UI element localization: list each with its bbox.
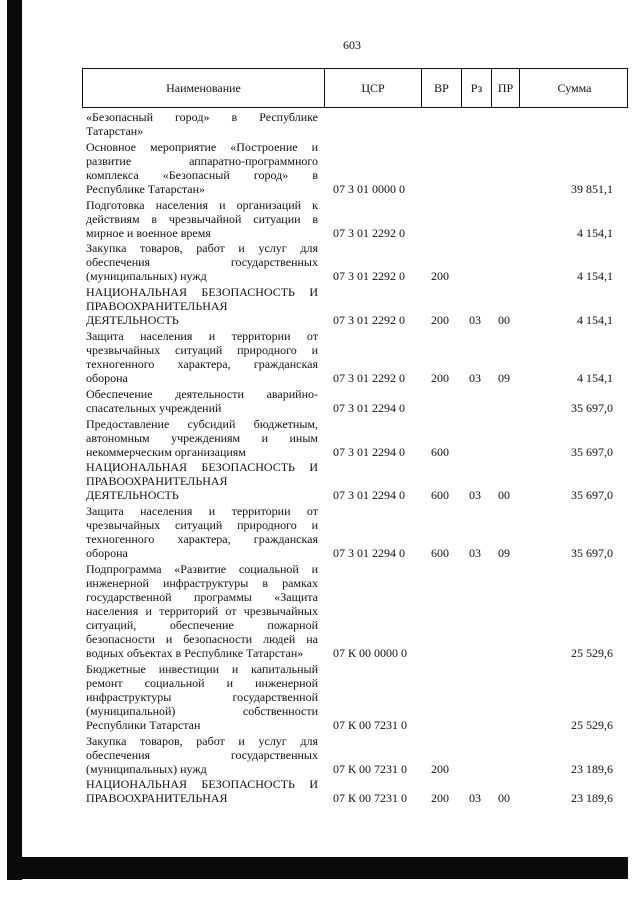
subsection-cell: 09 — [498, 370, 510, 385]
row-name-cell — [82, 662, 323, 732]
expense-type-cell: 200 — [431, 761, 449, 776]
row-name-line: развитие аппаратно-программного — [86, 153, 318, 168]
row-name-cell — [82, 241, 323, 283]
row-name-line: Закупка товаров, работ и услуг для — [86, 241, 318, 256]
row-name-cell — [82, 285, 323, 327]
table-row — [82, 417, 628, 459]
row-name-line: техногенного характера, гражданская — [86, 356, 318, 371]
row-name-line: спасательных учреждений — [86, 400, 222, 415]
row-name-cell — [82, 777, 323, 805]
row-name-cell — [82, 734, 323, 776]
budget-table — [82, 68, 628, 805]
row-name-cell — [82, 387, 323, 415]
table-row — [82, 198, 628, 240]
amount-cell: 39 851,1 — [571, 181, 613, 196]
row-name-line: Защита населения и территории от — [86, 504, 318, 519]
expense-type-cell: 200 — [431, 791, 449, 806]
target-article-cell: 07 3 01 2292 0 — [333, 370, 405, 385]
table-row — [82, 285, 628, 327]
row-name-line: ПРАВООХРАНИТЕЛЬНАЯ — [86, 791, 228, 806]
row-name-line: (муниципальных) нужд — [86, 269, 207, 284]
table-row — [82, 562, 628, 660]
row-name-line: (муниципальной) собственности — [86, 703, 318, 718]
row-name-line: Основное мероприятие «Построение и — [86, 139, 318, 154]
page-number: 603 — [343, 38, 361, 52]
subsection-cell: 00 — [498, 488, 510, 503]
expense-type-cell: 600 — [431, 546, 449, 561]
row-name-line: комплекса «Безопасный город» в — [86, 167, 318, 182]
header-target-article: ЦСР — [324, 69, 421, 107]
section-cell: 03 — [469, 488, 481, 503]
subsection-cell: 09 — [498, 546, 510, 561]
header-section: Рз — [461, 69, 491, 107]
row-name-line: государственной программы «Защита — [86, 589, 318, 604]
table-body — [82, 108, 628, 805]
table-row — [82, 329, 628, 385]
row-name-line: (муниципальных) нужд — [86, 761, 207, 776]
target-article-cell: 07 3 01 2292 0 — [333, 313, 405, 328]
target-article-cell: 07 К 00 0000 0 — [333, 645, 408, 660]
row-name-line: Республики Татарстан — [86, 717, 201, 732]
subsection-cell: 00 — [498, 791, 510, 806]
target-article-cell: 07 3 01 2294 0 — [333, 444, 405, 459]
amount-cell: 4 154,1 — [577, 269, 613, 284]
target-article-cell: 07 3 01 2294 0 — [333, 488, 405, 503]
row-name-line: инженерной инфраструктуры в рамках — [86, 575, 318, 590]
expense-type-cell: 200 — [431, 370, 449, 385]
section-cell: 03 — [469, 546, 481, 561]
amount-cell: 23 189,6 — [571, 761, 613, 776]
header-name: Наименование — [166, 80, 241, 95]
scan-edge-left — [7, 0, 22, 880]
table-row — [82, 734, 628, 776]
section-cell: 03 — [469, 791, 481, 806]
row-name-line: чрезвычайных ситуаций природного и — [86, 518, 318, 533]
amount-cell: 4 154,1 — [577, 370, 613, 385]
row-name-line: Предоставление субсидий бюджетным, — [86, 416, 318, 431]
amount-cell: 35 697,0 — [571, 444, 613, 459]
amount-cell: 35 697,0 — [571, 488, 613, 503]
row-name-line: мирное и военное время — [86, 225, 211, 240]
target-article-cell: 07 3 01 2292 0 — [333, 269, 405, 284]
amount-cell: 4 154,1 — [577, 313, 613, 328]
header-expense-type: ВР — [421, 69, 461, 107]
expense-type-cell: 200 — [431, 269, 449, 284]
row-name-line: ДЕЯТЕЛЬНОСТЬ — [86, 313, 179, 328]
subsection-cell: 00 — [498, 313, 510, 328]
target-article-cell: 07 3 01 0000 0 — [333, 181, 405, 196]
table-header — [82, 68, 628, 108]
amount-cell: 4 154,1 — [577, 225, 613, 240]
row-name-line: техногенного характера, гражданская — [86, 532, 318, 547]
row-name-line: ситуаций, обеспечение пожарной — [86, 617, 318, 632]
row-name-line: ремонт социальной и инженерной — [86, 675, 318, 690]
row-name-line: Обеспечение деятельности аварийно- — [86, 386, 318, 401]
row-name-line: водных объектах в Республике Татарстан» — [86, 645, 304, 660]
row-name-line: НАЦИОНАЛЬНАЯ БЕЗОПАСНОСТЬ И — [86, 285, 318, 300]
target-article-cell: 07 3 01 2294 0 — [333, 400, 405, 415]
amount-cell: 23 189,6 — [571, 791, 613, 806]
section-cell: 03 — [469, 313, 481, 328]
row-name-line: Защита населения и территории от — [86, 328, 318, 343]
row-name-line: оборона — [86, 370, 128, 385]
expense-type-cell: 600 — [431, 488, 449, 503]
table-row — [82, 241, 628, 283]
section-cell: 03 — [469, 370, 481, 385]
amount-cell: 25 529,6 — [571, 717, 613, 732]
row-name-line: некоммерческим организациям — [86, 444, 246, 459]
expense-type-cell: 200 — [431, 313, 449, 328]
row-name-line: Закупка товаров, работ и услуг для — [86, 733, 318, 748]
row-name-line: ПРАВООХРАНИТЕЛЬНАЯ — [86, 474, 228, 489]
row-name-cell — [82, 504, 323, 560]
row-name-line: обеспечения государственных — [86, 255, 318, 270]
target-article-cell: 07 К 00 7231 0 — [333, 717, 408, 732]
row-name-line: действиям в чрезвычайной ситуации в — [86, 211, 318, 226]
row-name-cell — [82, 110, 323, 138]
table-row — [82, 504, 628, 560]
row-name-line: оборона — [86, 546, 128, 561]
row-name-cell — [82, 417, 323, 459]
amount-cell: 35 697,0 — [571, 546, 613, 561]
row-name-line: НАЦИОНАЛЬНАЯ БЕЗОПАСНОСТЬ И — [86, 777, 318, 792]
row-name-line: Республике Татарстан» — [86, 181, 206, 196]
target-article-cell: 07 К 00 7231 0 — [333, 761, 408, 776]
row-name-cell — [82, 562, 323, 660]
row-name-line: инфраструктуры государственной — [86, 689, 318, 704]
target-article-cell: 07 3 01 2292 0 — [333, 225, 405, 240]
row-name-line: обеспечения государственных — [86, 747, 318, 762]
table-row — [82, 777, 628, 805]
row-name-cell — [82, 140, 323, 196]
table-row — [82, 460, 628, 502]
row-name-line: населения и территорий от чрезвычайных — [86, 603, 318, 618]
row-name-line: Татарстан» — [86, 124, 144, 138]
target-article-cell: 07 К 00 7231 0 — [333, 791, 408, 806]
scan-edge-bottom — [22, 857, 628, 879]
row-name-line: безопасности и безопасности людей на — [86, 631, 318, 646]
row-name-line: Подпрограмма «Развитие социальной и — [86, 561, 318, 576]
row-name-line: чрезвычайных ситуаций природного и — [86, 342, 318, 357]
header-amount: Сумма — [519, 69, 629, 107]
row-name-cell — [82, 198, 323, 240]
row-name-line: НАЦИОНАЛЬНАЯ БЕЗОПАСНОСТЬ И — [86, 460, 318, 475]
row-name-line: автономным учреждениям и иным — [86, 430, 318, 445]
amount-cell: 25 529,6 — [571, 645, 613, 660]
table-row — [82, 140, 628, 196]
expense-type-cell: 600 — [431, 444, 449, 459]
row-name-line: «Безопасный город» в Республике — [86, 110, 318, 124]
header-subsection: ПР — [491, 69, 519, 107]
amount-cell: 35 697,0 — [571, 400, 613, 415]
table-row — [82, 110, 628, 138]
row-name-line: Подготовка населения и организаций к — [86, 197, 318, 212]
row-name-line: ПРАВООХРАНИТЕЛЬНАЯ — [86, 299, 228, 314]
row-name-line: ДЕЯТЕЛЬНОСТЬ — [86, 488, 179, 503]
row-name-cell — [82, 329, 323, 385]
row-name-line: Бюджетные инвестиции и капитальный — [86, 661, 318, 676]
table-row — [82, 387, 628, 415]
row-name-cell — [82, 460, 323, 502]
target-article-cell: 07 3 01 2294 0 — [333, 546, 405, 561]
table-row — [82, 662, 628, 732]
